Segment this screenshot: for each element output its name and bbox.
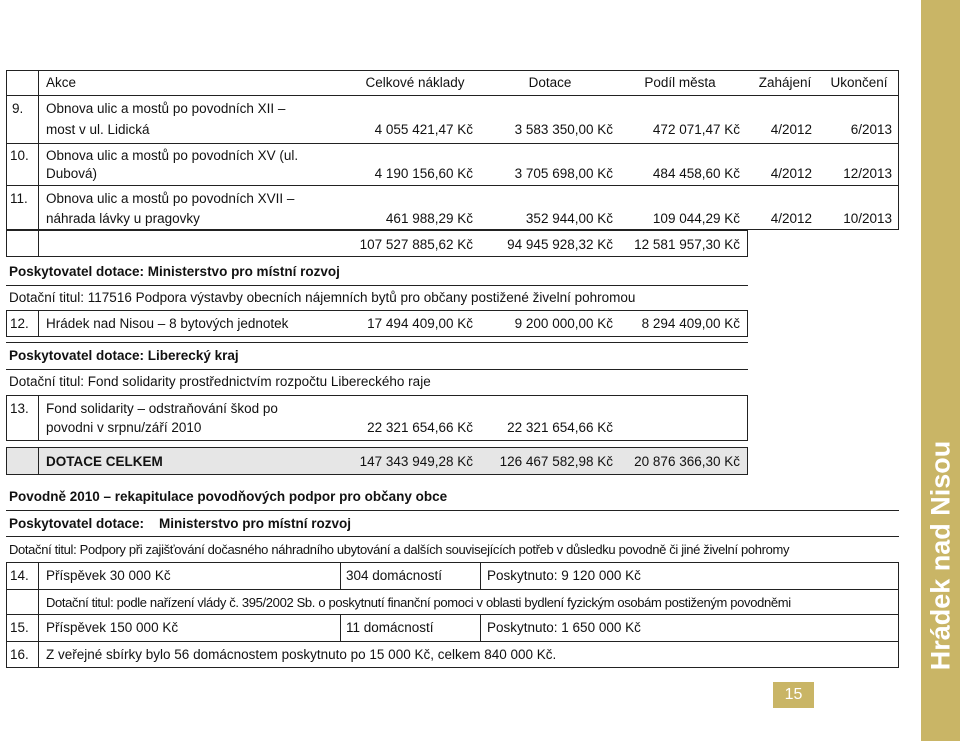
subtotal-naklady: 107 527 885,62 Kč bbox=[359, 237, 473, 252]
total-naklady: 147 343 949,28 Kč bbox=[359, 454, 473, 469]
row-16-num: 16. bbox=[10, 647, 29, 662]
row-15-num: 15. bbox=[10, 620, 29, 635]
header-zahajeni: Zahájení bbox=[758, 75, 812, 90]
row-14-akce: Příspěvek 30 000 Kč bbox=[46, 568, 171, 583]
row-11-num: 11. bbox=[10, 191, 28, 206]
row-12-dotace: 9 200 000,00 Kč bbox=[514, 316, 613, 331]
row-11-akce-line1: Obnova ulic a mostů po povodních XVII – bbox=[46, 191, 295, 206]
page-number: 15 bbox=[773, 682, 814, 708]
grant-title-housing: Dotační titul: Podpory při zajišťování dočasného náhradního ubytování a dalších souvisejících potřeb v důsledku povodně či jiné živelní pohromy bbox=[9, 542, 790, 557]
row-10-akce-line1: Obnova ulic a mostů po povodních XV (ul. bbox=[46, 148, 299, 163]
sidebar-title: Hrádek nad Nisou bbox=[925, 440, 956, 671]
total-dotace: 126 467 582,98 Kč bbox=[499, 454, 613, 469]
row-11-dotace: 352 944,00 Kč bbox=[525, 211, 613, 226]
row-13-num: 13. bbox=[10, 401, 29, 416]
row-15-domacnosti: 11 domácností bbox=[346, 620, 434, 635]
row-9-dotace: 3 583 350,00 Kč bbox=[514, 122, 613, 137]
row-9-naklady: 4 055 421,47 Kč bbox=[374, 122, 473, 137]
row-12-podil: 8 294 409,00 Kč bbox=[641, 316, 740, 331]
total-podil: 20 876 366,30 Kč bbox=[634, 454, 740, 469]
grant-title-117516: Dotační titul: 117516 Podpora výstavby obecních nájemních bytů pro občany postižené živelní pohromou bbox=[9, 290, 636, 305]
row-14-domacnosti: 304 domácností bbox=[346, 568, 443, 583]
header-dotace: Dotace bbox=[528, 75, 572, 90]
provider-ministry-value: Ministerstvo pro místní rozvoj bbox=[159, 516, 352, 531]
row-10-zahajeni: 4/2012 bbox=[770, 166, 812, 181]
row-13-akce-line2: povodni v srpnu/září 2010 bbox=[46, 420, 202, 435]
row-10-ukonceni: 12/2013 bbox=[843, 166, 892, 181]
header-podil: Podíl města bbox=[644, 75, 716, 90]
row-14-num: 14. bbox=[10, 568, 29, 583]
row-9-zahajeni: 4/2012 bbox=[770, 122, 812, 137]
row-11-podil: 109 044,29 Kč bbox=[652, 211, 740, 226]
row-14-poskytnuto: Poskytnuto: 9 120 000 Kč bbox=[487, 568, 641, 583]
recap-title: Povodně 2010 – rekapitulace povodňových podpor pro občany obce bbox=[9, 489, 448, 504]
row-11-akce-line2: náhrada lávky u pragovky bbox=[46, 211, 200, 226]
row-11-zahajeni: 4/2012 bbox=[770, 211, 812, 226]
row-15-akce: Příspěvek 150 000 Kč bbox=[46, 620, 179, 635]
subtotal-dotace: 94 945 928,32 Kč bbox=[507, 237, 613, 252]
row-13-akce-line1: Fond solidarity – odstraňování škod po bbox=[46, 401, 278, 416]
row-9-akce-line2: most v ul. Lidická bbox=[46, 122, 150, 137]
header-akce: Akce bbox=[46, 75, 77, 90]
grant-title-fond: Dotační titul: Fond solidarity prostřednictvím rozpočtu Libereckého raje bbox=[9, 374, 431, 389]
row-12-num: 12. bbox=[10, 316, 29, 331]
row-10-naklady: 4 190 156,60 Kč bbox=[374, 166, 473, 181]
provider-liberec: Poskytovatel dotace: Liberecký kraj bbox=[9, 348, 239, 363]
row-12-akce: Hrádek nad Nisou – 8 bytových jednotek bbox=[46, 316, 289, 331]
grant-title-nv395: Dotační titul: podle nařízení vlády č. 395/2002 Sb. o poskytnutí finanční pomoci v oblasti bydlení fyzickým osobám postiženým povodněmi bbox=[46, 595, 791, 610]
header-naklady: Celkové náklady bbox=[365, 75, 465, 90]
row-9-ukonceni: 6/2013 bbox=[850, 122, 892, 137]
provider-ministry-label: Poskytovatel dotace: bbox=[9, 516, 145, 531]
row-13-naklady: 22 321 654,66 Kč bbox=[367, 420, 473, 435]
row-9-podil: 472 071,47 Kč bbox=[652, 122, 740, 137]
row-12-naklady: 17 494 409,00 Kč bbox=[367, 316, 473, 331]
row-11-naklady: 461 988,29 Kč bbox=[385, 211, 473, 226]
row-9-num: 9. bbox=[12, 101, 24, 116]
row-9-akce-line1: Obnova ulic a mostů po povodních XII – bbox=[46, 101, 286, 116]
row-10-podil: 484 458,60 Kč bbox=[652, 166, 740, 181]
provider-ministry: Poskytovatel dotace: Ministerstvo pro místní rozvoj bbox=[9, 264, 340, 279]
row-15-poskytnuto: Poskytnuto: 1 650 000 Kč bbox=[487, 620, 641, 635]
row-11-ukonceni: 10/2013 bbox=[843, 211, 892, 226]
row-16-text: Z veřejné sbírky bylo 56 domácnostem poskytnuto po 15 000 Kč, celkem 840 000 Kč. bbox=[46, 647, 557, 662]
total-label: DOTACE CELKEM bbox=[46, 454, 163, 469]
row-10-num: 10. bbox=[10, 148, 29, 163]
header-ukonceni: Ukončení bbox=[830, 75, 888, 90]
row-10-dotace: 3 705 698,00 Kč bbox=[514, 166, 613, 181]
row-10-akce-line2: Dubová) bbox=[46, 166, 98, 181]
row-13-dotace: 22 321 654,66 Kč bbox=[507, 420, 613, 435]
subtotal-podil: 12 581 957,30 Kč bbox=[634, 237, 740, 252]
